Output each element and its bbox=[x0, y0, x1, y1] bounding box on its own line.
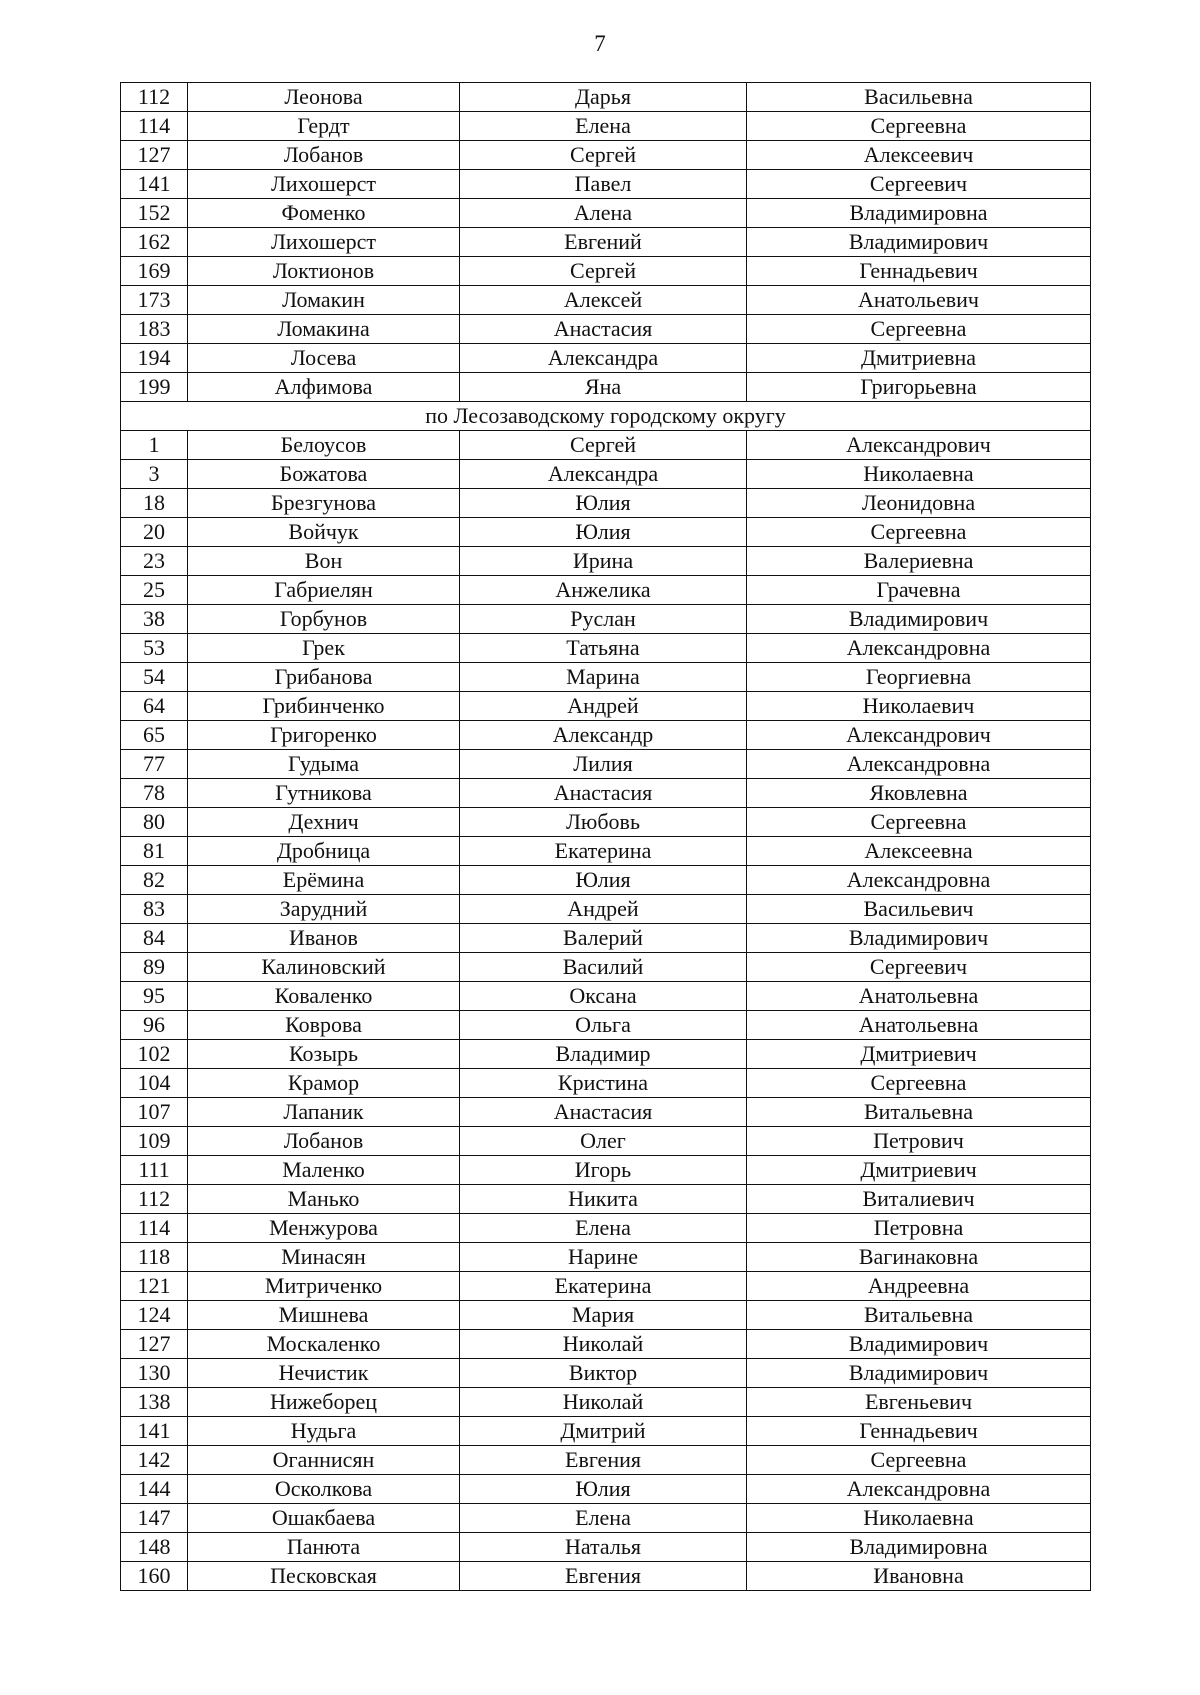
table-row bbox=[121, 779, 1091, 808]
table-row bbox=[121, 518, 1091, 547]
row-number-cell: 127 bbox=[121, 1330, 188, 1359]
row-number-cell: 53 bbox=[121, 634, 188, 663]
first-name-cell: Ирина bbox=[460, 547, 747, 576]
patronymic-cell: Дмитриевич bbox=[747, 1040, 1091, 1069]
table-row bbox=[121, 895, 1091, 924]
row-number-cell: 141 bbox=[121, 170, 188, 199]
row-number-cell: 160 bbox=[121, 1562, 188, 1591]
row-number-cell: 18 bbox=[121, 489, 188, 518]
first-name-cell: Юлия bbox=[460, 1475, 747, 1504]
first-name-cell: Никита bbox=[460, 1185, 747, 1214]
last-name-cell: Лобанов bbox=[188, 141, 460, 170]
row-number-cell: 112 bbox=[121, 1185, 188, 1214]
row-number-cell: 77 bbox=[121, 750, 188, 779]
patronymic-cell: Васильевна bbox=[747, 83, 1091, 112]
first-name-cell: Валерий bbox=[460, 924, 747, 953]
patronymic-cell: Витальевна bbox=[747, 1301, 1091, 1330]
table-row bbox=[121, 1562, 1091, 1591]
patronymic-cell: Анатольевна bbox=[747, 982, 1091, 1011]
patronymic-cell: Сергеевич bbox=[747, 953, 1091, 982]
table-row bbox=[121, 489, 1091, 518]
table-row bbox=[121, 1243, 1091, 1272]
patronymic-cell: Грачевна bbox=[747, 576, 1091, 605]
patronymic-cell: Сергеевна bbox=[747, 808, 1091, 837]
patronymic-cell: Александровна bbox=[747, 1475, 1091, 1504]
last-name-cell: Грек bbox=[188, 634, 460, 663]
last-name-cell: Лапаник bbox=[188, 1098, 460, 1127]
first-name-cell: Екатерина bbox=[460, 837, 747, 866]
row-number-cell: 23 bbox=[121, 547, 188, 576]
roster-body bbox=[121, 83, 1091, 1591]
table-row bbox=[121, 1504, 1091, 1533]
first-name-cell: Евгения bbox=[460, 1446, 747, 1475]
patronymic-cell: Сергеевна bbox=[747, 1069, 1091, 1098]
row-number-cell: 107 bbox=[121, 1098, 188, 1127]
last-name-cell: Ошакбаева bbox=[188, 1504, 460, 1533]
patronymic-cell: Владимирович bbox=[747, 605, 1091, 634]
row-number-cell: 169 bbox=[121, 257, 188, 286]
row-number-cell: 3 bbox=[121, 460, 188, 489]
row-number-cell: 84 bbox=[121, 924, 188, 953]
last-name-cell: Зарудний bbox=[188, 895, 460, 924]
last-name-cell: Грибинченко bbox=[188, 692, 460, 721]
row-number-cell: 64 bbox=[121, 692, 188, 721]
first-name-cell: Нарине bbox=[460, 1243, 747, 1272]
page-number: 7 bbox=[594, 31, 606, 56]
row-number-cell: 118 bbox=[121, 1243, 188, 1272]
first-name-cell: Евгений bbox=[460, 228, 747, 257]
row-number-cell: 104 bbox=[121, 1069, 188, 1098]
patronymic-cell: Петровна bbox=[747, 1214, 1091, 1243]
section-heading-row bbox=[121, 402, 1091, 431]
row-number-cell: 142 bbox=[121, 1446, 188, 1475]
row-number-cell: 80 bbox=[121, 808, 188, 837]
row-number-cell: 130 bbox=[121, 1359, 188, 1388]
table-row bbox=[121, 1330, 1091, 1359]
row-number-cell: 83 bbox=[121, 895, 188, 924]
table-row bbox=[121, 808, 1091, 837]
table-row bbox=[121, 605, 1091, 634]
table-row bbox=[121, 1185, 1091, 1214]
first-name-cell: Сергей bbox=[460, 431, 747, 460]
table-row bbox=[121, 1388, 1091, 1417]
table-row bbox=[121, 953, 1091, 982]
patronymic-cell: Васильевич bbox=[747, 895, 1091, 924]
first-name-cell: Павел bbox=[460, 170, 747, 199]
first-name-cell: Игорь bbox=[460, 1156, 747, 1185]
first-name-cell: Юлия bbox=[460, 866, 747, 895]
last-name-cell: Осколкова bbox=[188, 1475, 460, 1504]
row-number-cell: 81 bbox=[121, 837, 188, 866]
table-row bbox=[121, 1301, 1091, 1330]
patronymic-cell: Петрович bbox=[747, 1127, 1091, 1156]
table-row bbox=[121, 1475, 1091, 1504]
last-name-cell: Ломакин bbox=[188, 286, 460, 315]
table-row bbox=[121, 83, 1091, 112]
first-name-cell: Николай bbox=[460, 1330, 747, 1359]
row-number-cell: 20 bbox=[121, 518, 188, 547]
patronymic-cell: Владимирович bbox=[747, 1359, 1091, 1388]
patronymic-cell: Владимирович bbox=[747, 1330, 1091, 1359]
row-number-cell: 38 bbox=[121, 605, 188, 634]
first-name-cell: Кристина bbox=[460, 1069, 747, 1098]
table-row bbox=[121, 692, 1091, 721]
first-name-cell: Дарья bbox=[460, 83, 747, 112]
patronymic-cell: Алексеевич bbox=[747, 141, 1091, 170]
row-number-cell: 199 bbox=[121, 373, 188, 402]
patronymic-cell: Сергеевна bbox=[747, 315, 1091, 344]
first-name-cell: Ольга bbox=[460, 1011, 747, 1040]
last-name-cell: Лихошерст bbox=[188, 170, 460, 199]
last-name-cell: Митриченко bbox=[188, 1272, 460, 1301]
last-name-cell: Коврова bbox=[188, 1011, 460, 1040]
row-number-cell: 95 bbox=[121, 982, 188, 1011]
row-number-cell: 138 bbox=[121, 1388, 188, 1417]
last-name-cell: Оганнисян bbox=[188, 1446, 460, 1475]
last-name-cell: Дехнич bbox=[188, 808, 460, 837]
last-name-cell: Ерёмина bbox=[188, 866, 460, 895]
patronymic-cell: Евгеньевич bbox=[747, 1388, 1091, 1417]
first-name-cell: Наталья bbox=[460, 1533, 747, 1562]
table-row bbox=[121, 663, 1091, 692]
patronymic-cell: Александровна bbox=[747, 634, 1091, 663]
roster-table bbox=[120, 82, 1091, 1591]
row-number-cell: 148 bbox=[121, 1533, 188, 1562]
row-number-cell: 194 bbox=[121, 344, 188, 373]
table-row bbox=[121, 1098, 1091, 1127]
row-number-cell: 82 bbox=[121, 866, 188, 895]
table-row bbox=[121, 750, 1091, 779]
patronymic-cell: Александровна bbox=[747, 866, 1091, 895]
first-name-cell: Елена bbox=[460, 1504, 747, 1533]
patronymic-cell: Александрович bbox=[747, 721, 1091, 750]
patronymic-cell: Алексеевна bbox=[747, 837, 1091, 866]
last-name-cell: Горбунов bbox=[188, 605, 460, 634]
table-row bbox=[121, 547, 1091, 576]
table-row bbox=[121, 373, 1091, 402]
row-number-cell: 96 bbox=[121, 1011, 188, 1040]
first-name-cell: Дмитрий bbox=[460, 1417, 747, 1446]
first-name-cell: Алексей bbox=[460, 286, 747, 315]
last-name-cell: Гудыма bbox=[188, 750, 460, 779]
last-name-cell: Габриелян bbox=[188, 576, 460, 605]
last-name-cell: Грибанова bbox=[188, 663, 460, 692]
patronymic-cell: Сергеевна bbox=[747, 518, 1091, 547]
table-row bbox=[121, 315, 1091, 344]
patronymic-cell: Дмитриевич bbox=[747, 1156, 1091, 1185]
patronymic-cell: Геннадьевич bbox=[747, 1417, 1091, 1446]
patronymic-cell: Анатольевна bbox=[747, 1011, 1091, 1040]
first-name-cell: Виктор bbox=[460, 1359, 747, 1388]
row-number-cell: 144 bbox=[121, 1475, 188, 1504]
last-name-cell: Гердт bbox=[188, 112, 460, 141]
row-number-cell: 112 bbox=[121, 83, 188, 112]
row-number-cell: 78 bbox=[121, 779, 188, 808]
table-row bbox=[121, 112, 1091, 141]
patronymic-cell: Сергеевна bbox=[747, 1446, 1091, 1475]
table-row bbox=[121, 1011, 1091, 1040]
patronymic-cell: Яковлевна bbox=[747, 779, 1091, 808]
row-number-cell: 173 bbox=[121, 286, 188, 315]
row-number-cell: 114 bbox=[121, 112, 188, 141]
last-name-cell: Белоусов bbox=[188, 431, 460, 460]
first-name-cell: Олег bbox=[460, 1127, 747, 1156]
table-row bbox=[121, 1417, 1091, 1446]
first-name-cell: Александра bbox=[460, 344, 747, 373]
table-row bbox=[121, 228, 1091, 257]
patronymic-cell: Андреевна bbox=[747, 1272, 1091, 1301]
last-name-cell: Фоменко bbox=[188, 199, 460, 228]
patronymic-cell: Леонидовна bbox=[747, 489, 1091, 518]
last-name-cell: Коваленко bbox=[188, 982, 460, 1011]
first-name-cell: Татьяна bbox=[460, 634, 747, 663]
row-number-cell: 102 bbox=[121, 1040, 188, 1069]
last-name-cell: Брезгунова bbox=[188, 489, 460, 518]
last-name-cell: Лосева bbox=[188, 344, 460, 373]
last-name-cell: Войчук bbox=[188, 518, 460, 547]
first-name-cell: Руслан bbox=[460, 605, 747, 634]
table-row bbox=[121, 1446, 1091, 1475]
row-number-cell: 124 bbox=[121, 1301, 188, 1330]
table-row bbox=[121, 1127, 1091, 1156]
first-name-cell: Анжелика bbox=[460, 576, 747, 605]
row-number-cell: 121 bbox=[121, 1272, 188, 1301]
first-name-cell: Екатерина bbox=[460, 1272, 747, 1301]
first-name-cell: Андрей bbox=[460, 692, 747, 721]
last-name-cell: Вон bbox=[188, 547, 460, 576]
first-name-cell: Елена bbox=[460, 1214, 747, 1243]
last-name-cell: Крамор bbox=[188, 1069, 460, 1098]
row-number-cell: 183 bbox=[121, 315, 188, 344]
patronymic-cell: Николаевна bbox=[747, 460, 1091, 489]
table-row bbox=[121, 866, 1091, 895]
first-name-cell: Сергей bbox=[460, 141, 747, 170]
first-name-cell: Владимир bbox=[460, 1040, 747, 1069]
last-name-cell: Москаленко bbox=[188, 1330, 460, 1359]
table-row bbox=[121, 1156, 1091, 1185]
section-heading: по Лесозаводскому городскому округу bbox=[121, 402, 1091, 431]
table-row bbox=[121, 460, 1091, 489]
row-number-cell: 127 bbox=[121, 141, 188, 170]
row-number-cell: 65 bbox=[121, 721, 188, 750]
patronymic-cell: Сергеевна bbox=[747, 112, 1091, 141]
patronymic-cell: Николаевна bbox=[747, 1504, 1091, 1533]
last-name-cell: Гутникова bbox=[188, 779, 460, 808]
last-name-cell: Лихошерст bbox=[188, 228, 460, 257]
table-row bbox=[121, 576, 1091, 605]
table-row bbox=[121, 344, 1091, 373]
last-name-cell: Божатова bbox=[188, 460, 460, 489]
last-name-cell: Менжурова bbox=[188, 1214, 460, 1243]
patronymic-cell: Владимирович bbox=[747, 924, 1091, 953]
last-name-cell: Григоренко bbox=[188, 721, 460, 750]
patronymic-cell: Владимировна bbox=[747, 1533, 1091, 1562]
table-row bbox=[121, 170, 1091, 199]
patronymic-cell: Витальевна bbox=[747, 1098, 1091, 1127]
last-name-cell: Иванов bbox=[188, 924, 460, 953]
last-name-cell: Песковская bbox=[188, 1562, 460, 1591]
table-row bbox=[121, 286, 1091, 315]
first-name-cell: Лилия bbox=[460, 750, 747, 779]
last-name-cell: Нижеборец bbox=[188, 1388, 460, 1417]
first-name-cell: Яна bbox=[460, 373, 747, 402]
patronymic-cell: Дмитриевна bbox=[747, 344, 1091, 373]
last-name-cell: Лобанов bbox=[188, 1127, 460, 1156]
table-row bbox=[121, 199, 1091, 228]
last-name-cell: Козырь bbox=[188, 1040, 460, 1069]
last-name-cell: Леонова bbox=[188, 83, 460, 112]
patronymic-cell: Александрович bbox=[747, 431, 1091, 460]
row-number-cell: 109 bbox=[121, 1127, 188, 1156]
last-name-cell: Нечистик bbox=[188, 1359, 460, 1388]
table-row bbox=[121, 1040, 1091, 1069]
first-name-cell: Юлия bbox=[460, 518, 747, 547]
row-number-cell: 54 bbox=[121, 663, 188, 692]
last-name-cell: Мишнева bbox=[188, 1301, 460, 1330]
row-number-cell: 111 bbox=[121, 1156, 188, 1185]
last-name-cell: Маленко bbox=[188, 1156, 460, 1185]
patronymic-cell: Вагинаковна bbox=[747, 1243, 1091, 1272]
row-number-cell: 114 bbox=[121, 1214, 188, 1243]
patronymic-cell: Григорьевна bbox=[747, 373, 1091, 402]
first-name-cell: Василий bbox=[460, 953, 747, 982]
first-name-cell: Евгения bbox=[460, 1562, 747, 1591]
patronymic-cell: Владимировна bbox=[747, 199, 1091, 228]
table-row bbox=[121, 141, 1091, 170]
table-row bbox=[121, 1359, 1091, 1388]
first-name-cell: Юлия bbox=[460, 489, 747, 518]
last-name-cell: Минасян bbox=[188, 1243, 460, 1272]
first-name-cell: Мария bbox=[460, 1301, 747, 1330]
table-row bbox=[121, 1069, 1091, 1098]
first-name-cell: Оксана bbox=[460, 982, 747, 1011]
table-row bbox=[121, 257, 1091, 286]
patronymic-cell: Валериевна bbox=[747, 547, 1091, 576]
table-row bbox=[121, 634, 1091, 663]
last-name-cell: Дробница bbox=[188, 837, 460, 866]
first-name-cell: Андрей bbox=[460, 895, 747, 924]
patronymic-cell: Ивановна bbox=[747, 1562, 1091, 1591]
patronymic-cell: Александровна bbox=[747, 750, 1091, 779]
table-row bbox=[121, 1272, 1091, 1301]
first-name-cell: Елена bbox=[460, 112, 747, 141]
first-name-cell: Сергей bbox=[460, 257, 747, 286]
table-row bbox=[121, 721, 1091, 750]
table-row bbox=[121, 837, 1091, 866]
table-row bbox=[121, 1533, 1091, 1562]
last-name-cell: Панюта bbox=[188, 1533, 460, 1562]
patronymic-cell: Николаевич bbox=[747, 692, 1091, 721]
first-name-cell: Любовь bbox=[460, 808, 747, 837]
last-name-cell: Манько bbox=[188, 1185, 460, 1214]
first-name-cell: Александр bbox=[460, 721, 747, 750]
last-name-cell: Калиновский bbox=[188, 953, 460, 982]
last-name-cell: Ломакина bbox=[188, 315, 460, 344]
first-name-cell: Николай bbox=[460, 1388, 747, 1417]
patronymic-cell: Геннадьевич bbox=[747, 257, 1091, 286]
patronymic-cell: Георгиевна bbox=[747, 663, 1091, 692]
last-name-cell: Локтионов bbox=[188, 257, 460, 286]
row-number-cell: 25 bbox=[121, 576, 188, 605]
row-number-cell: 162 bbox=[121, 228, 188, 257]
patronymic-cell: Виталиевич bbox=[747, 1185, 1091, 1214]
row-number-cell: 89 bbox=[121, 953, 188, 982]
row-number-cell: 147 bbox=[121, 1504, 188, 1533]
table-row bbox=[121, 1214, 1091, 1243]
row-number-cell: 141 bbox=[121, 1417, 188, 1446]
last-name-cell: Нудьга bbox=[188, 1417, 460, 1446]
table-row bbox=[121, 982, 1091, 1011]
patronymic-cell: Владимирович bbox=[747, 228, 1091, 257]
last-name-cell: Алфимова bbox=[188, 373, 460, 402]
table-row bbox=[121, 924, 1091, 953]
first-name-cell: Анастасия bbox=[460, 1098, 747, 1127]
first-name-cell: Анастасия bbox=[460, 315, 747, 344]
row-number-cell: 1 bbox=[121, 431, 188, 460]
first-name-cell: Марина bbox=[460, 663, 747, 692]
table-row bbox=[121, 431, 1091, 460]
patronymic-cell: Анатольевич bbox=[747, 286, 1091, 315]
patronymic-cell: Сергеевич bbox=[747, 170, 1091, 199]
first-name-cell: Александра bbox=[460, 460, 747, 489]
row-number-cell: 152 bbox=[121, 199, 188, 228]
first-name-cell: Алена bbox=[460, 199, 747, 228]
first-name-cell: Анастасия bbox=[460, 779, 747, 808]
